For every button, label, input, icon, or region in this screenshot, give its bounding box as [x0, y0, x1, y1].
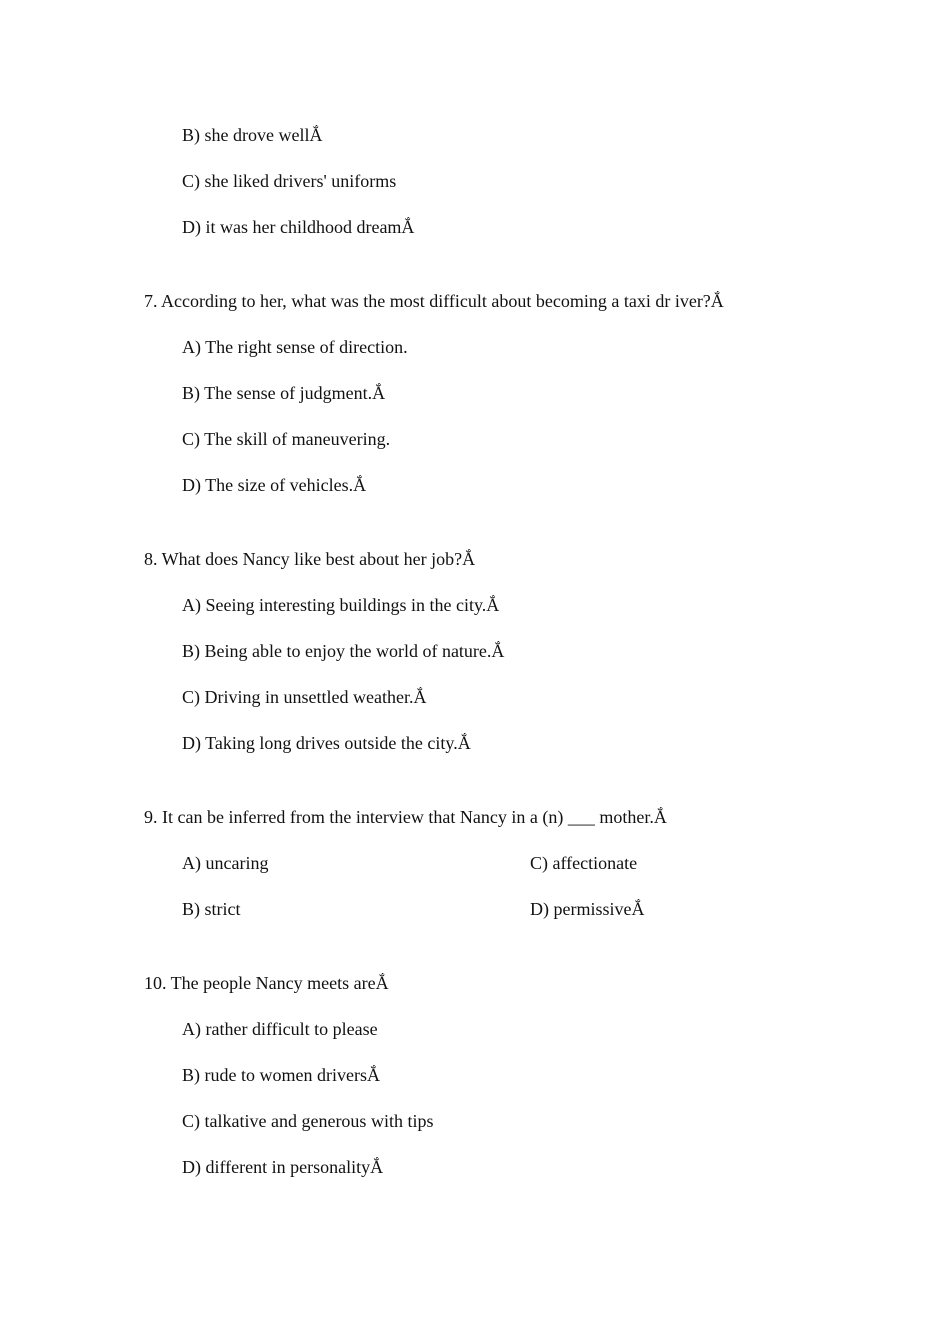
q9-option-c: C) affectionate	[530, 853, 638, 873]
q10-option-b: B) rude to women driversẮ	[182, 1065, 380, 1085]
q7-question: 7. According to her, what was the most difficult about becoming a taxi dr iver?Ắ	[144, 291, 724, 311]
q6-option-d: D) it was her childhood dreamẮ	[182, 217, 415, 237]
q8-question: 8. What does Nancy like best about her job?Ắ	[144, 549, 476, 569]
q6-option-c: C) she liked drivers' uniforms	[182, 171, 397, 191]
q10-question: 10. The people Nancy meets areẮ	[144, 973, 389, 993]
q9-question: 9. It can be inferred from the interview that Nancy in a (n) ___ mother.Ắ	[144, 807, 667, 827]
q10-option-a: A) rather difficult to please	[182, 1019, 378, 1039]
q8-option-b: B) Being able to enjoy the world of nature.Ắ	[182, 641, 505, 661]
q9-option-a: A) uncaring	[182, 853, 269, 873]
q9-option-d: D) permissiveẮ	[530, 899, 645, 919]
q6-option-b: B) she drove wellẮ	[182, 125, 323, 145]
q8-option-c: C) Driving in unsettled weather.Ắ	[182, 687, 427, 707]
q10-option-c: C) talkative and generous with tips	[182, 1111, 434, 1131]
q8-option-a: A) Seeing interesting buildings in the city.Ắ	[182, 595, 500, 615]
q7-option-a: A) The right sense of direction.	[182, 337, 408, 357]
q9-option-b: B) strict	[182, 899, 241, 919]
q7-option-c: C) The skill of maneuvering.	[182, 429, 391, 449]
q8-option-d: D) Taking long drives outside the city.Ắ	[182, 733, 471, 753]
q7-option-d: D) The size of vehicles.Ắ	[182, 475, 367, 495]
q10-option-d: D) different in personalityẮ	[182, 1157, 384, 1177]
q7-option-b: B) The sense of judgment.Ắ	[182, 383, 386, 403]
